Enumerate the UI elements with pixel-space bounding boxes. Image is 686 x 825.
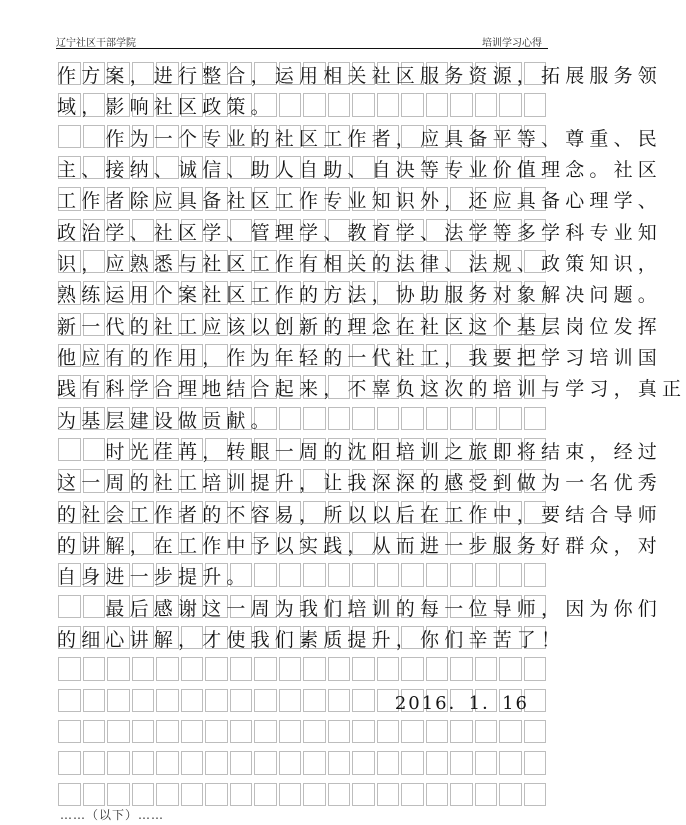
- page-header: [40, 28, 560, 49]
- text-line: 最后感谢这一周为我们培训的每一位导师，因为你们: [57, 597, 663, 620]
- text-line: 这一周的社工培训提升，让我深深的感受到做为一名优秀: [57, 472, 663, 495]
- text-line: 识，应熟悉与社区工作有相关的法律、法规、政策知识，: [57, 253, 663, 275]
- text-line: 践有科学合理地结合起来，不辜负这次的培训与学习，真正: [57, 378, 686, 401]
- signature-date: 2016．1．16: [394, 692, 529, 714]
- bottom-cutoff-text: ……（以下）……: [60, 808, 165, 822]
- text-line: 工作者除应具备社区工作专业知识外，还应具备心理学、: [57, 190, 663, 213]
- text-line: 主、接纳、诚信、助人自助、自决等专业价值理念。社区: [57, 159, 663, 181]
- text-line: 为基层建设做贡献。: [57, 409, 275, 432]
- header-rule: [56, 48, 548, 49]
- handwritten-text: [57, 60, 686, 812]
- text-line: 作为一个专业的社区工作者，应具备平等、尊重、民: [57, 127, 663, 150]
- text-line: 自身进一步提升。: [57, 566, 251, 589]
- text-line: 的细心讲解，才使我们素质提升，你们辛苦了！: [57, 629, 566, 651]
- text-line: 作方案，进行整合，运用相关社区服务资源，拓展服务领: [57, 65, 663, 87]
- text-line: 域，影响社区政策。: [57, 96, 275, 119]
- text-line: 时光荏苒，转眼一周的沈阳培训之旅即将结束，经过: [57, 441, 663, 463]
- manuscript-sheet: [57, 60, 686, 812]
- document-type: 培训学习心得: [482, 38, 542, 49]
- text-line: 的社会工作者的不容易，所以以后在工作中，要结合导师: [57, 503, 663, 526]
- text-line: 新一代的社工应该以创新的理念在社区这个基层岗位发挥: [57, 315, 663, 338]
- text-line: 他应有的作用，作为年轻的一代社工，我要把学习培训国: [57, 347, 663, 369]
- text-line: 的讲解，在工作中予以实践，从而进一步服务好群众，对: [57, 535, 663, 557]
- institution-name: 辽宁社区干部学院: [56, 38, 136, 49]
- text-line: 熟练运用个案社区工作的方法，协助服务对象解决问题。: [57, 284, 663, 307]
- text-line: 政治学、社区学、管理学、教育学、法学等多学科专业知: [57, 221, 663, 244]
